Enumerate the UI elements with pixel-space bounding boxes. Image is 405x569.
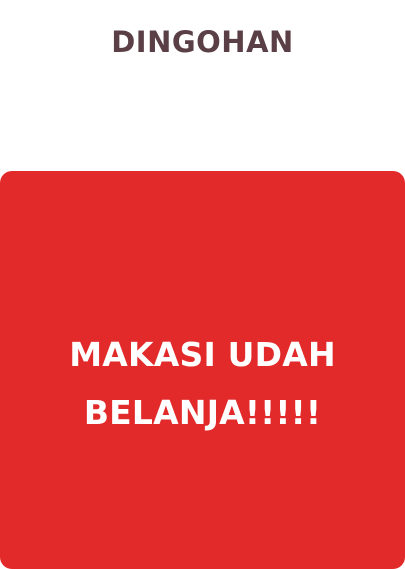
thank-you-message: MAKASI UDAH BELANJA!!!!! (69, 335, 336, 432)
thank-you-panel (0, 171, 405, 569)
brand-title: DINGOHAN (111, 25, 294, 59)
